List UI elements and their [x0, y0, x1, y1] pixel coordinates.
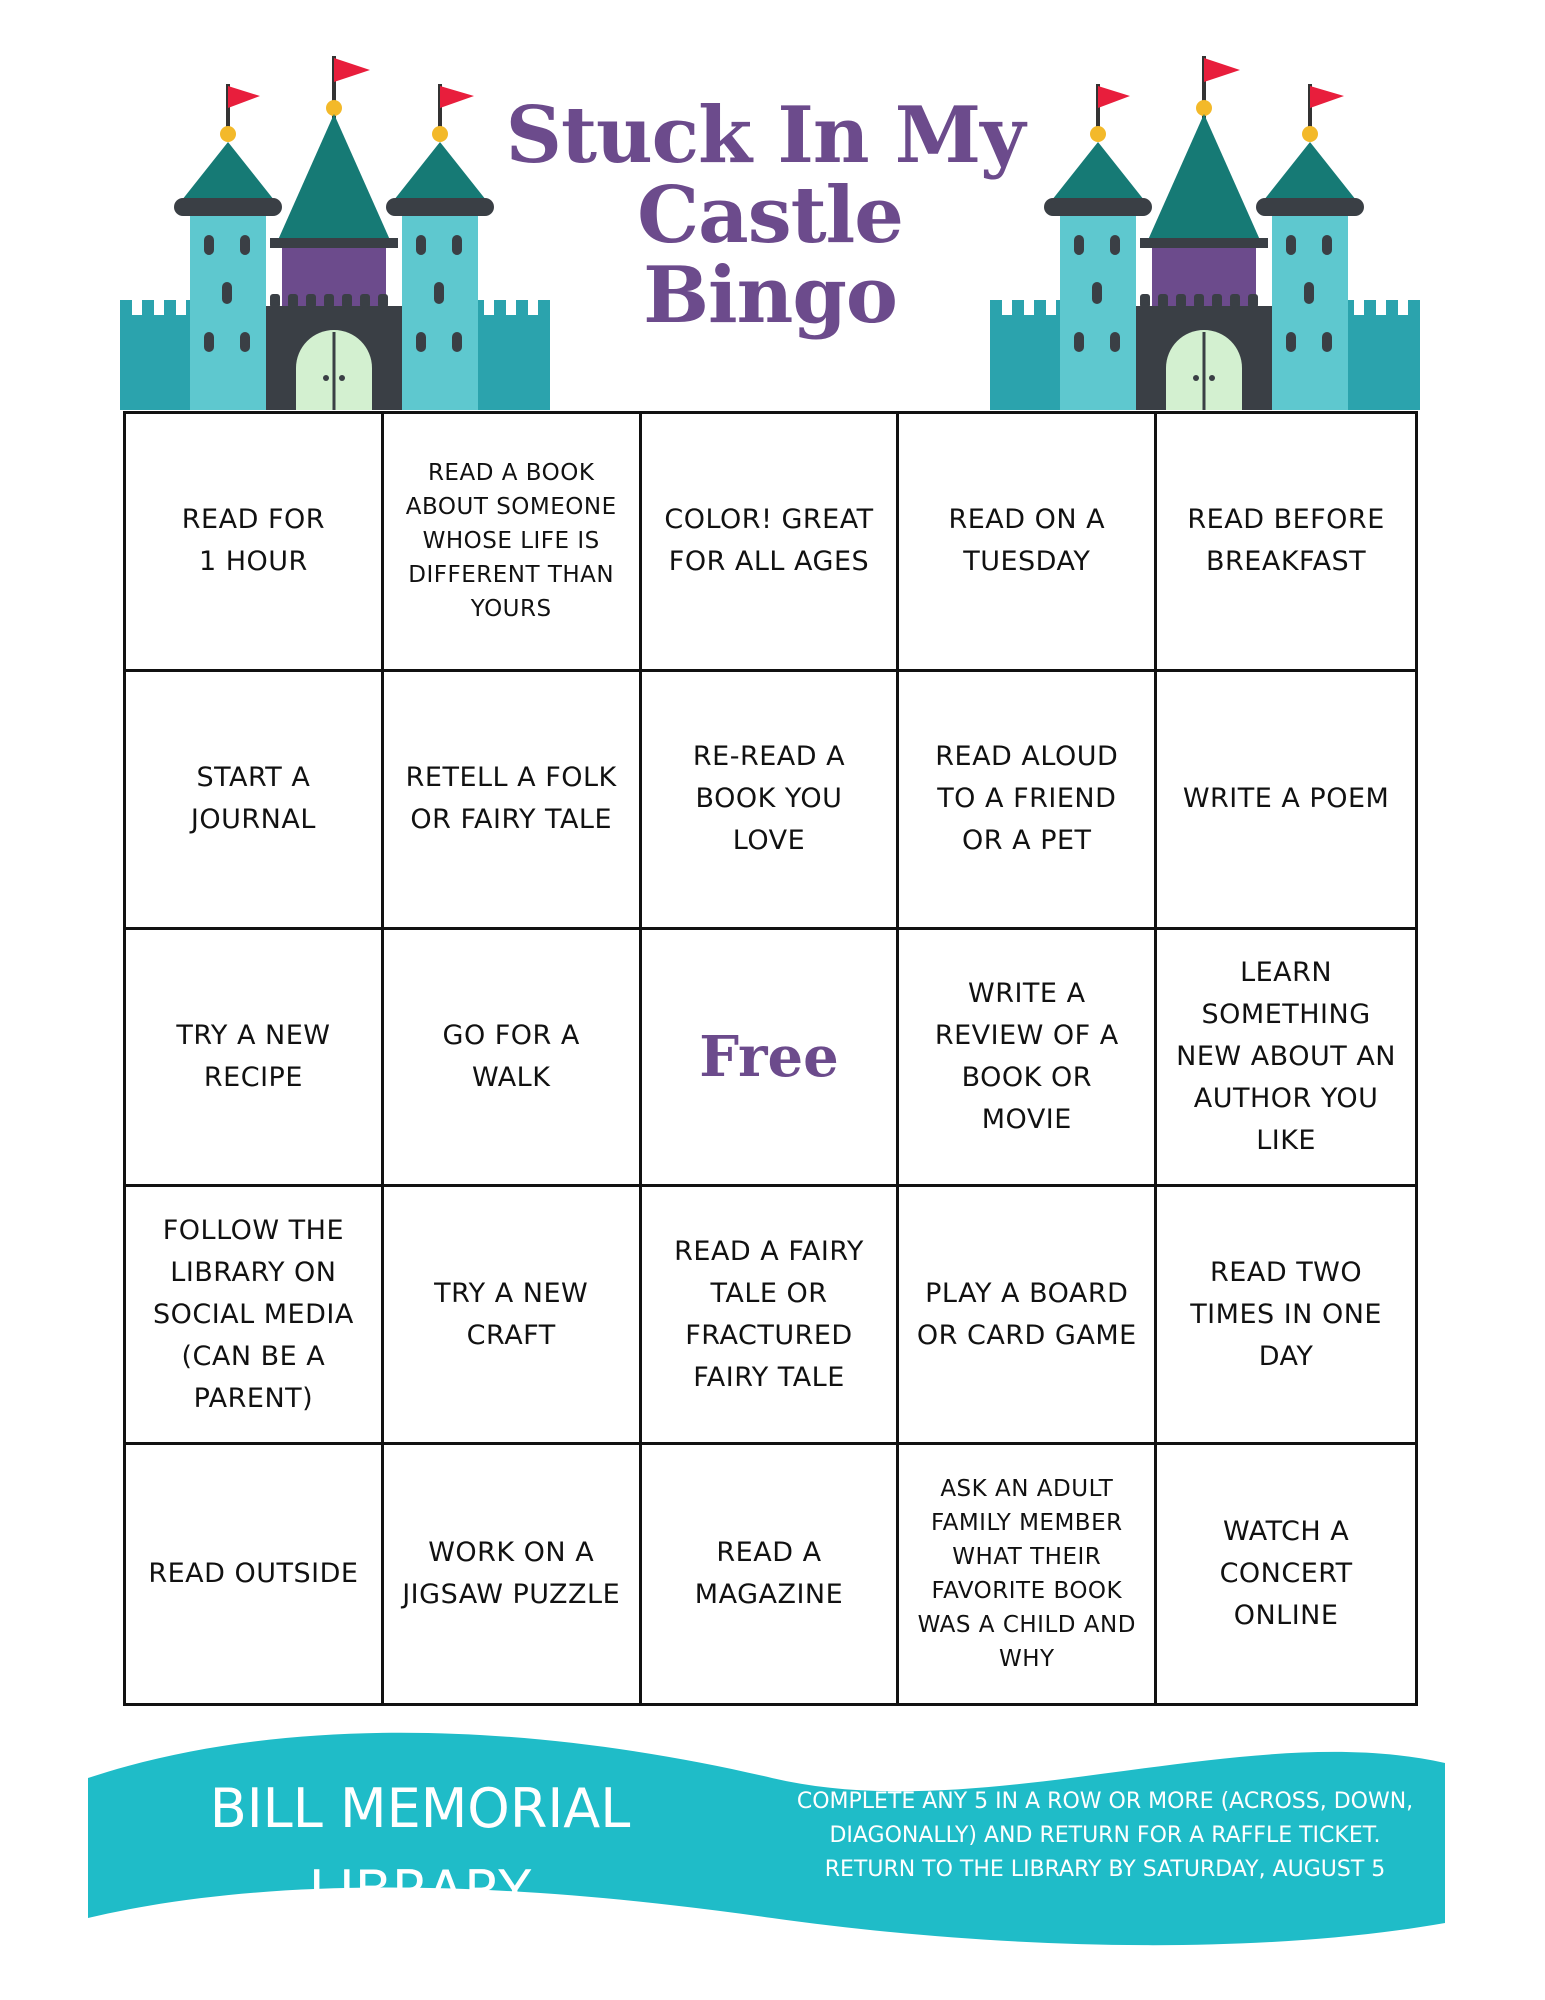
- bingo-cell[interactable]: READ ON A TUESDAY: [899, 414, 1157, 672]
- bingo-cell[interactable]: TRY A NEW RECIPE: [126, 930, 384, 1188]
- library-name-line: LIBRARY: [308, 1859, 532, 1922]
- bingo-cell[interactable]: FOLLOW THE LIBRARY ON SOCIAL MEDIA (CAN BE A PARENT): [126, 1187, 384, 1445]
- bingo-cell[interactable]: PLAY A BOARD OR CARD GAME: [899, 1187, 1157, 1445]
- library-name-line: BILL MEMORIAL: [209, 1777, 631, 1840]
- title-line: Stuck In My: [505, 90, 1025, 181]
- rules-line: COMPLETE ANY 5 IN A ROW OR MORE (ACROSS, DOWN,: [796, 1789, 1414, 1814]
- library-name: [160, 1768, 680, 1932]
- bingo-cell[interactable]: READ A FAIRY TALE OR FRACTURED FAIRY TALE: [642, 1187, 900, 1445]
- bingo-cell[interactable]: READ FOR 1 HOUR: [126, 414, 384, 672]
- title-line: Castle: [637, 170, 903, 261]
- bingo-board: [123, 411, 1418, 1706]
- bingo-cell[interactable]: RETELL A FOLK OR FAIRY TALE: [384, 672, 642, 930]
- rules-text: [760, 1785, 1450, 1887]
- bingo-cell[interactable]: READ A BOOK ABOUT SOMEONE WHOSE LIFE IS DIFFERENT THAN YOURS: [384, 414, 642, 672]
- bingo-cell[interactable]: GO FOR A WALK: [384, 930, 642, 1188]
- bingo-cell[interactable]: ASK AN ADULT FAMILY MEMBER WHAT THEIR FAVORITE BOOK WAS A CHILD AND WHY: [899, 1445, 1157, 1703]
- title-line: Bingo: [643, 250, 897, 341]
- bingo-cell[interactable]: READ ALOUD TO A FRIEND OR A PET: [899, 672, 1157, 930]
- bingo-cell[interactable]: READ TWO TIMES IN ONE DAY: [1157, 1187, 1415, 1445]
- bingo-cell[interactable]: READ BEFORE BREAKFAST: [1157, 414, 1415, 672]
- bingo-cell[interactable]: READ OUTSIDE: [126, 1445, 384, 1703]
- bingo-cell[interactable]: WATCH A CONCERT ONLINE: [1219, 1516, 1353, 1632]
- bingo-cell[interactable]: WRITE A REVIEW OF A BOOK OR MOVIE: [899, 930, 1157, 1188]
- bingo-cell[interactable]: RE-READ A BOOK YOU LOVE: [642, 672, 900, 930]
- free-space[interactable]: Free: [642, 930, 900, 1188]
- rules-line: DIAGONALLY) AND RETURN FOR A RAFFLE TICKET.: [829, 1823, 1381, 1848]
- bingo-cell[interactable]: TRY A NEW CRAFT: [384, 1187, 642, 1445]
- bingo-cell[interactable]: LEARN SOMETHING NEW ABOUT AN AUTHOR YOU LIKE: [1157, 930, 1415, 1188]
- page-title: [470, 90, 1070, 341]
- bingo-cell[interactable]: START A JOURNAL: [126, 672, 384, 930]
- rules-line: RETURN TO THE LIBRARY BY SATURDAY, AUGUST 5: [824, 1857, 1386, 1882]
- bingo-cell[interactable]: WORK ON A JIGSAW PUZZLE: [384, 1445, 642, 1703]
- bingo-cell[interactable]: COLOR! GREAT FOR ALL AGES: [642, 414, 900, 672]
- bingo-cell[interactable]: WRITE A POEM: [1157, 672, 1415, 930]
- bingo-cell[interactable]: READ A MAGAZINE: [642, 1445, 900, 1703]
